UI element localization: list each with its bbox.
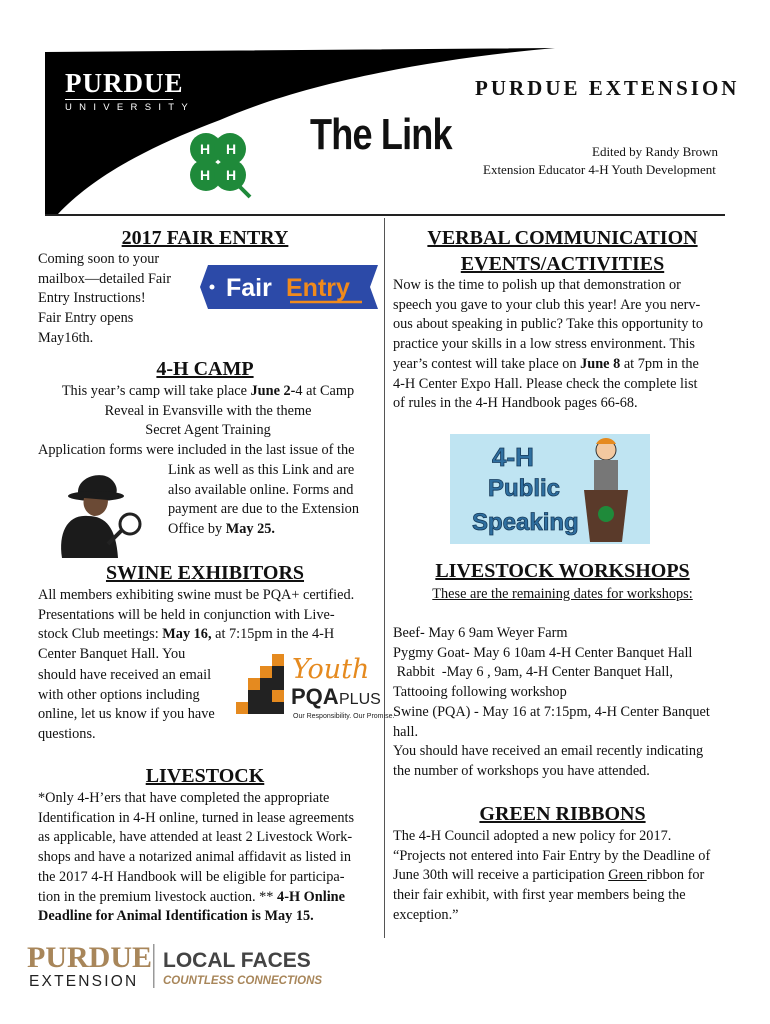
camp-paragraph [38,382,378,441]
text-line: Link as well as this Link and are [168,462,355,478]
text-line: ous about speaking in public? Take this opportunity to [393,316,704,333]
list-item: the number of workshops you have attended. [393,762,650,779]
list-item: Beef- May 6 9am Weyer Farm [393,625,568,641]
svg-text:H: H [199,167,211,183]
text-line: All members exhibiting swine must be PQA+ certified. [38,587,355,603]
livestock-workshops-heading: LIVESTOCK WORKSHOPS [435,560,690,582]
list-item: hall. [393,723,419,740]
editor-line: Edited by Randy Brown [592,144,719,159]
text-line: Presentations will be held in conjunction with Live- [38,606,335,623]
fair-entry-logo [200,262,378,312]
svg-text:H: H [225,167,237,183]
editor-title-line: Extension Educator 4-H Youth Development [483,162,716,177]
list-item: Swine (PQA) - May 16 at 7:15pm, 4-H Center Banquet [393,703,710,720]
verbal-paragraph [393,276,738,414]
fair-entry-heading: 2017 FAIR ENTRY [121,227,289,249]
header-divider [45,214,725,216]
svg-text:H: H [225,141,237,157]
text-line: “Projects not entered into Fair Entry by the Deadline of [393,847,711,864]
list-item: Pygmy Goat- May 6 10am 4-H Center Banquet Hall [393,644,693,661]
text-line: Identification in 4-H online, turned in lease agreements [38,809,355,826]
text-segment: at 7pm in the [620,355,699,372]
camp-forms-text [168,461,378,540]
text-line: payment are due to the Extension [168,501,359,518]
camp-heading: 4-H CAMP [156,358,254,380]
workshops-list [393,624,738,782]
footer-extension: EXTENSION [29,973,139,990]
verbal-communication-heading [395,225,730,277]
purdue-university-logo [65,68,196,113]
fair-entry-text [38,250,208,349]
pqa-logo-youth: Youth [292,654,370,685]
text-line: their fair exhibit, with first year members being the [393,887,686,904]
green-ribbons-heading: GREEN RIBBONS [479,803,646,825]
camp-forms-line: Application forms were included in the last issue of the [38,442,355,458]
list-item: Rabbit -May 6 , 9am, 4-H Center Banquet Hall, [393,664,673,681]
livestock-paragraph [38,789,380,927]
youth-pqa-plus-logo [236,650,395,725]
swine-date: May 16, [162,626,212,643]
verbal-date: June 8 [580,355,621,372]
text-line: speech you gave to your club this year! Are you nerv- [393,296,701,313]
footer-local-faces: LOCAL FACES [163,949,311,972]
text-line: *Only 4-H’ers that have completed the appropriate [38,790,330,806]
heading-line: EVENTS/ACTIVITIES [460,253,665,275]
newsletter-title: The Link [310,110,452,159]
livestock-heading: LIVESTOCK [145,765,265,787]
text-line: The 4-H Council adopted a new policy for 2017. [393,828,672,844]
pqa-logo-plus: PLUS [339,691,381,708]
footer-countless: COUNTLESS CONNECTIONS [163,975,323,987]
text-segment: year’s contest will take place on [393,355,581,372]
purdue-extension-local-faces-logo [25,940,325,1000]
text-segment: This year’s camp will take place [61,383,251,399]
text-line: exception.” [393,906,459,923]
text-line: Reveal in Evansville with the theme [104,402,312,419]
column-divider [384,218,385,938]
green-word: Green [608,867,647,884]
workshops-subheading: These are the remaining dates for workshops: [432,586,693,602]
heading-line: VERBAL COMMUNICATION [427,227,698,249]
text-line: mailbox—detailed Fair [38,270,172,287]
svg-text:H: H [199,141,211,157]
list-item: You should have received an email recently indicating [393,743,704,760]
ps-text-public: Public [488,475,561,502]
swine-heading: SWINE EXHIBITORS [105,562,305,584]
text-line: with other options including [38,686,200,703]
fair-entry-logo-text-a: Fair [226,274,272,302]
text-line: of rules in the 4-H Handbook pages 66-68. [393,395,638,412]
text-segment: at 7:15pm in the 4-H [211,626,335,643]
text-line: online, let us know if you have [38,706,215,723]
text-line: May16th. [38,329,94,346]
text-line: practice your skills in a low stress environment. This [393,336,695,353]
text-line: Now is the time to polish up that demonstration or [393,277,681,293]
text-line: as applicable, have attended at least 2 Livestock Work- [38,829,353,846]
public-speaking-image [450,434,650,544]
logo-subtitle: UNIVERSITY [65,99,173,113]
camp-deadline: May 25. [225,521,275,538]
text-segment: ribbon for [646,867,705,884]
pqa-logo-pqa: PQA [291,684,339,709]
text-line: questions. [38,726,96,743]
livestock-bold: 4-H Online [277,888,345,905]
text-line: should have received an email [38,667,212,683]
fair-entry-logo-text-b: Entry [286,274,350,302]
text-line: Entry Instructions! [38,290,146,307]
text-line: Fair Entry opens [38,310,134,327]
text-segment: 4 at Camp [295,383,355,399]
text-line: Coming soon to your [38,251,160,267]
pqa-logo-tagline: Our Responsibility. Our Promise. [293,713,395,720]
text-line: Secret Agent Training [145,422,271,439]
text-segment: June 30th will receive a participation [393,867,609,884]
secret-agent-icon [48,462,148,558]
text-line: Center Banquet Hall. You [38,646,186,663]
footer-purdue: PURDUE [27,941,152,974]
text-line: 4-H Center Expo Hall. Please check the complete list [393,375,698,392]
list-item: Tattooing following workshop [393,684,567,701]
swine-email-text [38,666,238,745]
logo-word: PURDUE [65,68,184,98]
text-segment: Office by [168,521,226,538]
ps-text-speaking: Speaking [472,509,579,536]
text-segment: stock Club meetings: [38,626,163,643]
livestock-deadline: Deadline for Animal Identification is May 15. [38,908,314,925]
camp-date: June 2- [250,383,296,399]
4h-clover-icon [178,123,258,203]
green-ribbons-paragraph [393,827,738,926]
extension-title: PURDUE EXTENSION [475,76,740,100]
text-line: also available online. Forms and [168,481,354,498]
text-line: shops and have a notarized animal affidavit as listed in [38,849,351,866]
text-line: the 2017 4-H Handbook will be eligible for participa- [38,868,345,885]
ps-text-4h: 4-H [492,442,534,472]
text-segment: tion in the premium livestock auction. ** [38,888,278,905]
